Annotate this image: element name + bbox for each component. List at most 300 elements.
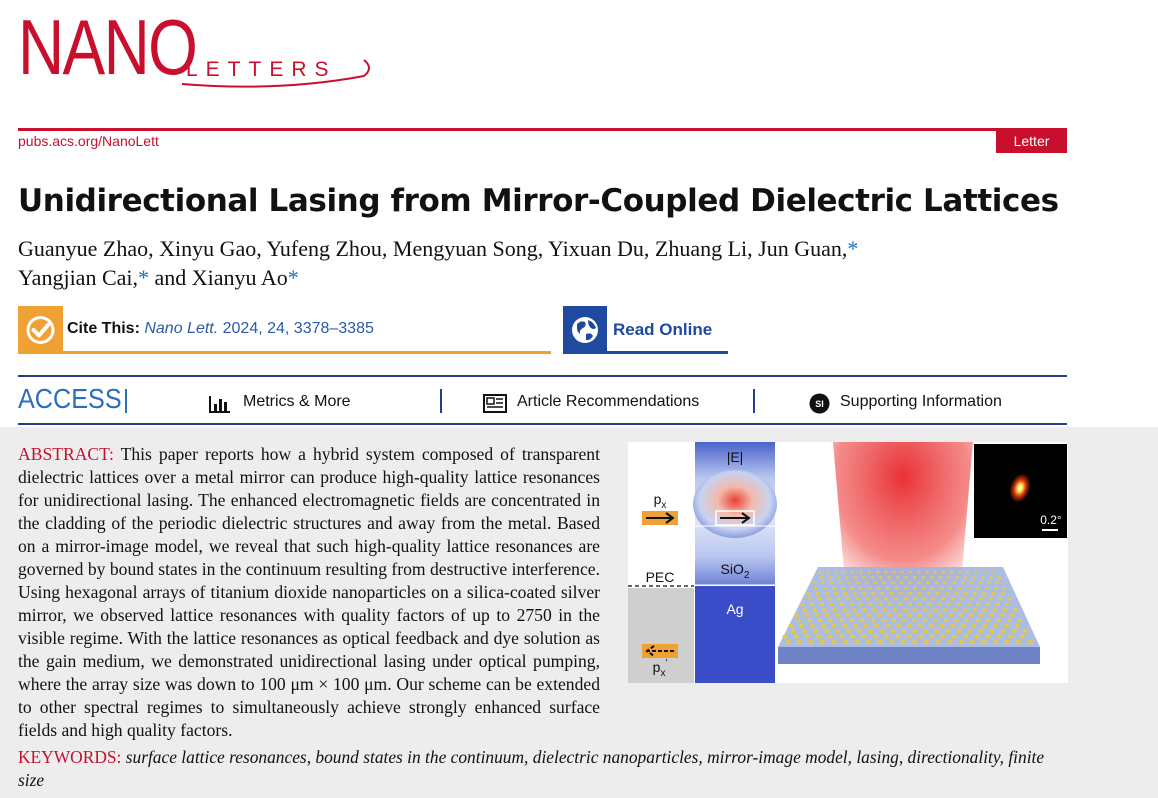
nanoparticle — [903, 608, 907, 611]
nanoparticle — [913, 608, 917, 611]
nanoparticle — [807, 619, 812, 623]
nanoparticle — [822, 608, 826, 611]
nanoparticle — [887, 613, 892, 616]
nanoparticle — [866, 640, 871, 644]
nanoparticle — [967, 587, 971, 590]
inset-scale-label: 0.2° — [1040, 513, 1062, 527]
nanoparticle — [861, 635, 866, 639]
nanoparticle — [959, 613, 964, 616]
nanoparticle — [961, 581, 965, 584]
nanoparticle — [906, 635, 911, 639]
nanoparticle — [1004, 640, 1009, 644]
nanoparticle — [993, 624, 998, 628]
nanoparticle — [939, 624, 944, 628]
nanoparticle — [875, 624, 880, 628]
nanoparticle — [797, 640, 802, 644]
nanoparticle — [895, 587, 899, 590]
nanoparticle — [794, 635, 799, 639]
nanoparticle — [973, 592, 977, 595]
nanoparticle — [958, 571, 961, 573]
nanoparticle — [835, 571, 838, 573]
nanoparticle — [879, 629, 884, 633]
nanoparticle — [895, 635, 900, 639]
nanoparticle — [967, 571, 970, 573]
nanoparticle — [943, 581, 947, 584]
nanoparticle — [890, 629, 895, 633]
nanoparticle — [993, 608, 997, 611]
nanoparticle — [800, 603, 804, 606]
nanoparticle — [952, 581, 956, 584]
nanoparticle — [904, 576, 907, 579]
nanoparticle — [993, 640, 998, 644]
nanoparticle — [852, 608, 856, 611]
nanoparticle — [805, 635, 810, 639]
nanoparticle — [913, 576, 916, 579]
cite-reference: Nano Lett. 2024, 24, 3378–3385 — [144, 320, 374, 337]
authors-line-1: Guanyue Zhao, Xinyu Gao, Yufeng Zhou, Mengyuan Song, Yixuan Du, Zhuang Li, Jun Guan, — [18, 236, 848, 261]
nanoparticle — [868, 587, 872, 590]
nanoparticle — [782, 635, 787, 639]
keywords-text: surface lattice resonances, bound states in the continuum, dielectric nanoparticles, mirror-image model, lasing, directionality, finite size — [18, 747, 1045, 790]
nanoparticle — [982, 592, 986, 595]
nanoparticle — [956, 603, 960, 606]
nanoparticle — [969, 613, 974, 616]
nanoparticle — [841, 587, 845, 590]
nanoparticle — [964, 576, 967, 579]
nanoparticle — [907, 624, 912, 628]
nanoparticle — [886, 587, 890, 590]
nanoparticle — [871, 592, 875, 595]
nanoparticle — [1016, 640, 1021, 644]
logo-main-text: NANO — [18, 3, 197, 91]
nanoparticle — [900, 581, 904, 584]
nanoparticle — [896, 624, 901, 628]
nanoparticle — [941, 597, 945, 600]
nanoparticle — [839, 603, 843, 606]
toc-graphic — [628, 442, 1068, 683]
tab-article-recommendations[interactable]: Article Recommendations — [517, 393, 700, 410]
nanoparticle — [816, 635, 821, 639]
nanoparticle — [972, 624, 977, 628]
nanoparticle — [831, 640, 836, 644]
px-image-label: $p_x'$ — [652, 658, 668, 679]
nanoparticle — [842, 624, 847, 628]
nanoparticle — [912, 640, 917, 644]
nanoparticle — [899, 592, 903, 595]
nanoparticle — [952, 635, 957, 639]
corresponding-author-mark[interactable]: * — [847, 236, 859, 261]
nanoparticle — [989, 597, 993, 600]
nanoparticle — [1015, 624, 1020, 628]
nanoparticle — [951, 597, 955, 600]
nanoparticle — [808, 640, 813, 644]
nanoparticle — [998, 576, 1001, 579]
cite-label: Cite This: — [67, 320, 140, 337]
nanoparticle — [1010, 613, 1015, 616]
nanoparticle — [816, 592, 820, 595]
nanoparticle — [806, 592, 810, 595]
nanoparticle — [843, 592, 847, 595]
nanoparticle — [882, 581, 886, 584]
nanoparticle — [923, 619, 928, 623]
nanoparticle — [845, 576, 848, 579]
nanoparticle — [849, 619, 854, 623]
nanoparticle — [901, 629, 906, 633]
nanoparticle — [1028, 640, 1033, 644]
nanoparticle — [1023, 629, 1028, 633]
nanoparticle — [857, 629, 862, 633]
nanoparticle — [935, 581, 939, 584]
nanoparticle — [903, 597, 907, 600]
nanoparticle — [890, 592, 894, 595]
article-title: Unidirectional Lasing from Mirror-Coupled Dielectric Lattices — [18, 183, 1059, 219]
nanoparticle — [976, 587, 980, 590]
keywords-label: KEYWORDS: — [18, 747, 122, 767]
nanoparticle — [940, 587, 944, 590]
nanoparticle — [871, 576, 874, 579]
read-online-button[interactable] — [563, 306, 728, 354]
nanoparticle — [958, 587, 962, 590]
nanoparticle — [902, 619, 907, 623]
nanoparticle — [1007, 619, 1012, 623]
nanoparticle — [825, 592, 829, 595]
nanoparticle — [827, 571, 830, 573]
nanoparticle — [907, 613, 912, 616]
nanoparticle — [1018, 619, 1023, 623]
nanoparticle — [877, 640, 882, 644]
nanoparticle — [879, 576, 882, 579]
nanoparticle — [978, 581, 982, 584]
nanoparticle — [928, 613, 933, 616]
field-label: |E| — [726, 449, 744, 465]
nanoparticle — [958, 640, 963, 644]
nanoparticle — [832, 587, 836, 590]
nanoparticle — [837, 597, 841, 600]
nanoparticle — [818, 571, 821, 573]
nanoparticle — [859, 603, 863, 606]
nanoparticle — [839, 581, 843, 584]
nanoparticle — [862, 608, 866, 611]
nanoparticle — [788, 624, 793, 628]
newspaper-icon — [483, 394, 507, 413]
nanoparticle — [813, 629, 818, 633]
nanoparticle — [1012, 629, 1017, 633]
nanoparticle — [785, 640, 790, 644]
nanoparticle — [830, 603, 834, 606]
nanoparticle — [908, 603, 912, 606]
access-rule-bottom — [18, 423, 1067, 425]
nanoparticle — [930, 576, 933, 579]
nanoparticle — [926, 581, 930, 584]
nanoparticle — [866, 613, 871, 616]
nanoparticle — [927, 603, 931, 606]
nanoparticle — [909, 571, 912, 573]
nanoparticle — [839, 619, 844, 623]
nanoparticle — [918, 613, 923, 616]
nanoparticle — [810, 624, 815, 628]
nanoparticle — [967, 629, 972, 633]
nanoparticle — [945, 629, 950, 633]
nanoparticle — [966, 603, 970, 606]
checkmark-icon — [18, 306, 63, 354]
nanoparticle — [839, 635, 844, 639]
access-divider — [125, 389, 127, 413]
nanoparticle — [942, 571, 945, 573]
nanoparticle — [922, 587, 926, 590]
nanoparticle — [884, 597, 888, 600]
nanoparticle — [824, 629, 829, 633]
nanoparticle — [847, 581, 851, 584]
nanoparticle — [933, 608, 937, 611]
ag-label: Ag — [726, 601, 744, 617]
nanoparticle — [908, 592, 912, 595]
nanoparticle — [878, 603, 882, 606]
pec-label: PEC — [645, 569, 675, 585]
nanoparticle — [982, 624, 987, 628]
access-separator — [753, 389, 755, 413]
nanoparticle — [943, 608, 947, 611]
nanoparticle — [846, 597, 850, 600]
nanoparticle — [897, 613, 902, 616]
nanoparticle — [814, 587, 818, 590]
nanoparticle — [918, 635, 923, 639]
nanoparticle — [985, 635, 990, 639]
corresponding-author-mark[interactable]: * — [138, 265, 149, 290]
nanoparticle — [880, 592, 884, 595]
access-label: ACCESS — [18, 383, 122, 414]
nanoparticle — [923, 608, 927, 611]
nanoparticle — [842, 608, 846, 611]
nanoparticle — [924, 640, 929, 644]
nanoparticle — [981, 640, 986, 644]
nanoparticle — [948, 613, 953, 616]
nanoparticle — [963, 635, 968, 639]
nanoparticle — [889, 640, 894, 644]
logo-sub-text: LETTERS — [186, 58, 337, 81]
nanoparticle — [1005, 603, 1009, 606]
svg-text:SI: SI — [815, 399, 824, 409]
tab-metrics-more[interactable]: Metrics & More — [243, 393, 351, 410]
nanoparticle — [947, 603, 951, 606]
nanoparticle — [927, 592, 931, 595]
corresponding-author-mark[interactable]: * — [287, 265, 299, 290]
nanoparticle — [1008, 635, 1013, 639]
journal-url-link[interactable]: pubs.acs.org/NanoLett — [18, 133, 159, 149]
nanoparticle — [933, 619, 938, 623]
nanoparticle — [989, 576, 992, 579]
nanoparticle — [799, 624, 804, 628]
nanoparticle — [823, 587, 827, 590]
nanoparticle — [909, 581, 913, 584]
toc-graphic-svg — [628, 442, 1068, 683]
nanoparticle — [1001, 592, 1005, 595]
nanoparticle — [956, 629, 961, 633]
nanoparticle — [873, 635, 878, 639]
nanoparticle — [808, 597, 812, 600]
keywords — [18, 746, 1068, 792]
nanoparticle — [979, 613, 984, 616]
nanoparticle — [950, 571, 953, 573]
nanoparticle — [891, 619, 896, 623]
nanoparticle — [934, 629, 939, 633]
nanoparticle — [846, 613, 851, 616]
access-rule-top — [18, 375, 1067, 377]
nanoparticle — [821, 581, 825, 584]
nanoparticle — [917, 592, 921, 595]
nanoparticle — [989, 629, 994, 633]
nanoparticle — [975, 571, 978, 573]
si-icon — [809, 393, 830, 414]
bar-chart-icon — [209, 395, 231, 413]
nanoparticle — [983, 571, 986, 573]
nanoparticle — [891, 581, 895, 584]
nanoparticle — [932, 597, 936, 600]
nanoparticle — [994, 587, 998, 590]
journal-logo — [18, 3, 358, 98]
nanoparticle — [850, 587, 854, 590]
access-separator — [440, 389, 442, 413]
nanoparticle — [987, 581, 991, 584]
nanoparticle — [846, 629, 851, 633]
nanoparticle — [985, 587, 989, 590]
nanoparticle — [870, 619, 875, 623]
nanoparticle — [856, 613, 861, 616]
nanoparticle — [945, 592, 949, 595]
nanoparticle — [928, 624, 933, 628]
abstract-label: ABSTRACT: — [18, 444, 114, 464]
nanoparticle — [917, 581, 921, 584]
nanoparticle — [991, 571, 994, 573]
nanoparticle — [883, 608, 887, 611]
nanoparticle — [1013, 608, 1017, 611]
nanoparticle — [904, 587, 908, 590]
nanoparticle — [1000, 613, 1005, 616]
nanoparticle — [843, 640, 848, 644]
nanoparticle — [947, 576, 950, 579]
nanoparticle — [881, 619, 886, 623]
nanoparticle — [1008, 597, 1012, 600]
nanoparticle — [954, 619, 959, 623]
nanoparticle — [954, 592, 958, 595]
nanoparticle — [974, 635, 979, 639]
nanoparticle — [862, 592, 866, 595]
nanoparticle — [851, 571, 854, 573]
nanoparticle — [989, 613, 994, 616]
nanoparticle — [1000, 629, 1005, 633]
nanoparticle — [802, 608, 806, 611]
nanoparticle — [970, 640, 975, 644]
nanoparticle — [996, 581, 1000, 584]
nanoparticle — [979, 597, 983, 600]
nanoparticle — [913, 587, 917, 590]
nanoparticle — [991, 592, 995, 595]
nanoparticle — [972, 576, 975, 579]
header-rule — [18, 128, 1067, 131]
nanoparticle — [864, 624, 869, 628]
nanoparticle — [935, 640, 940, 644]
nanoparticle — [938, 576, 941, 579]
nanoparticle — [965, 619, 970, 623]
nanoparticle — [964, 592, 968, 595]
nanoparticle — [856, 597, 860, 600]
nanoparticle — [934, 571, 937, 573]
nanoparticle — [810, 603, 814, 606]
nanoparticle — [936, 592, 940, 595]
nanoparticle — [898, 603, 902, 606]
nanoparticle — [976, 619, 981, 623]
nanoparticle — [888, 603, 892, 606]
nanoparticle — [983, 608, 987, 611]
nanoparticle — [827, 597, 831, 600]
nanoparticle — [875, 597, 879, 600]
px-label: $p_x$ — [653, 491, 667, 511]
cite-this-button[interactable] — [18, 306, 551, 354]
read-online-label: Read Online — [613, 320, 713, 339]
nanoparticle — [917, 571, 920, 573]
nanoparticle — [963, 608, 967, 611]
nanoparticle — [862, 576, 865, 579]
nanoparticle — [921, 576, 924, 579]
nanoparticle — [825, 613, 830, 616]
nanoparticle — [821, 624, 826, 628]
nanoparticle — [837, 576, 840, 579]
nanoparticle — [888, 576, 891, 579]
nanoparticle — [918, 624, 923, 628]
nanoparticle — [865, 581, 869, 584]
nanoparticle — [853, 592, 857, 595]
nanoparticle — [922, 597, 926, 600]
nanoparticle — [892, 571, 895, 573]
nanoparticle — [997, 619, 1002, 623]
nanoparticle — [818, 619, 823, 623]
article-type-badge: Letter — [996, 130, 1067, 153]
nanoparticle — [812, 608, 816, 611]
nanoparticle — [937, 603, 941, 606]
nanoparticle — [960, 597, 964, 600]
nanoparticle — [820, 576, 823, 579]
nanoparticle — [860, 571, 863, 573]
nanoparticle — [949, 587, 953, 590]
nanoparticle — [995, 603, 999, 606]
nanoparticle — [868, 629, 873, 633]
nanoparticle — [893, 608, 897, 611]
nanoparticle — [802, 629, 807, 633]
nanoparticle — [849, 603, 853, 606]
nanoparticle — [955, 576, 958, 579]
nanoparticle — [973, 608, 977, 611]
nanoparticle — [828, 576, 831, 579]
nanoparticle — [872, 608, 876, 611]
nanoparticle — [877, 587, 881, 590]
nanoparticle — [791, 629, 796, 633]
nanoparticle — [818, 597, 822, 600]
nanoparticle — [805, 613, 810, 616]
nanoparticle — [820, 640, 825, 644]
nanoparticle — [953, 608, 957, 611]
nanoparticle — [835, 629, 840, 633]
nanoparticle — [827, 635, 832, 639]
nanoparticle — [831, 624, 836, 628]
nanoparticle — [925, 571, 928, 573]
nanoparticle — [1019, 635, 1024, 639]
tab-supporting-information[interactable]: Supporting Information — [840, 393, 1002, 410]
nanoparticle — [938, 613, 943, 616]
nanoparticle — [830, 581, 834, 584]
nanoparticle — [944, 619, 949, 623]
nanoparticle — [865, 597, 869, 600]
authors-line-2a: Yangjian Cai, — [18, 265, 138, 290]
nanoparticle — [981, 576, 984, 579]
